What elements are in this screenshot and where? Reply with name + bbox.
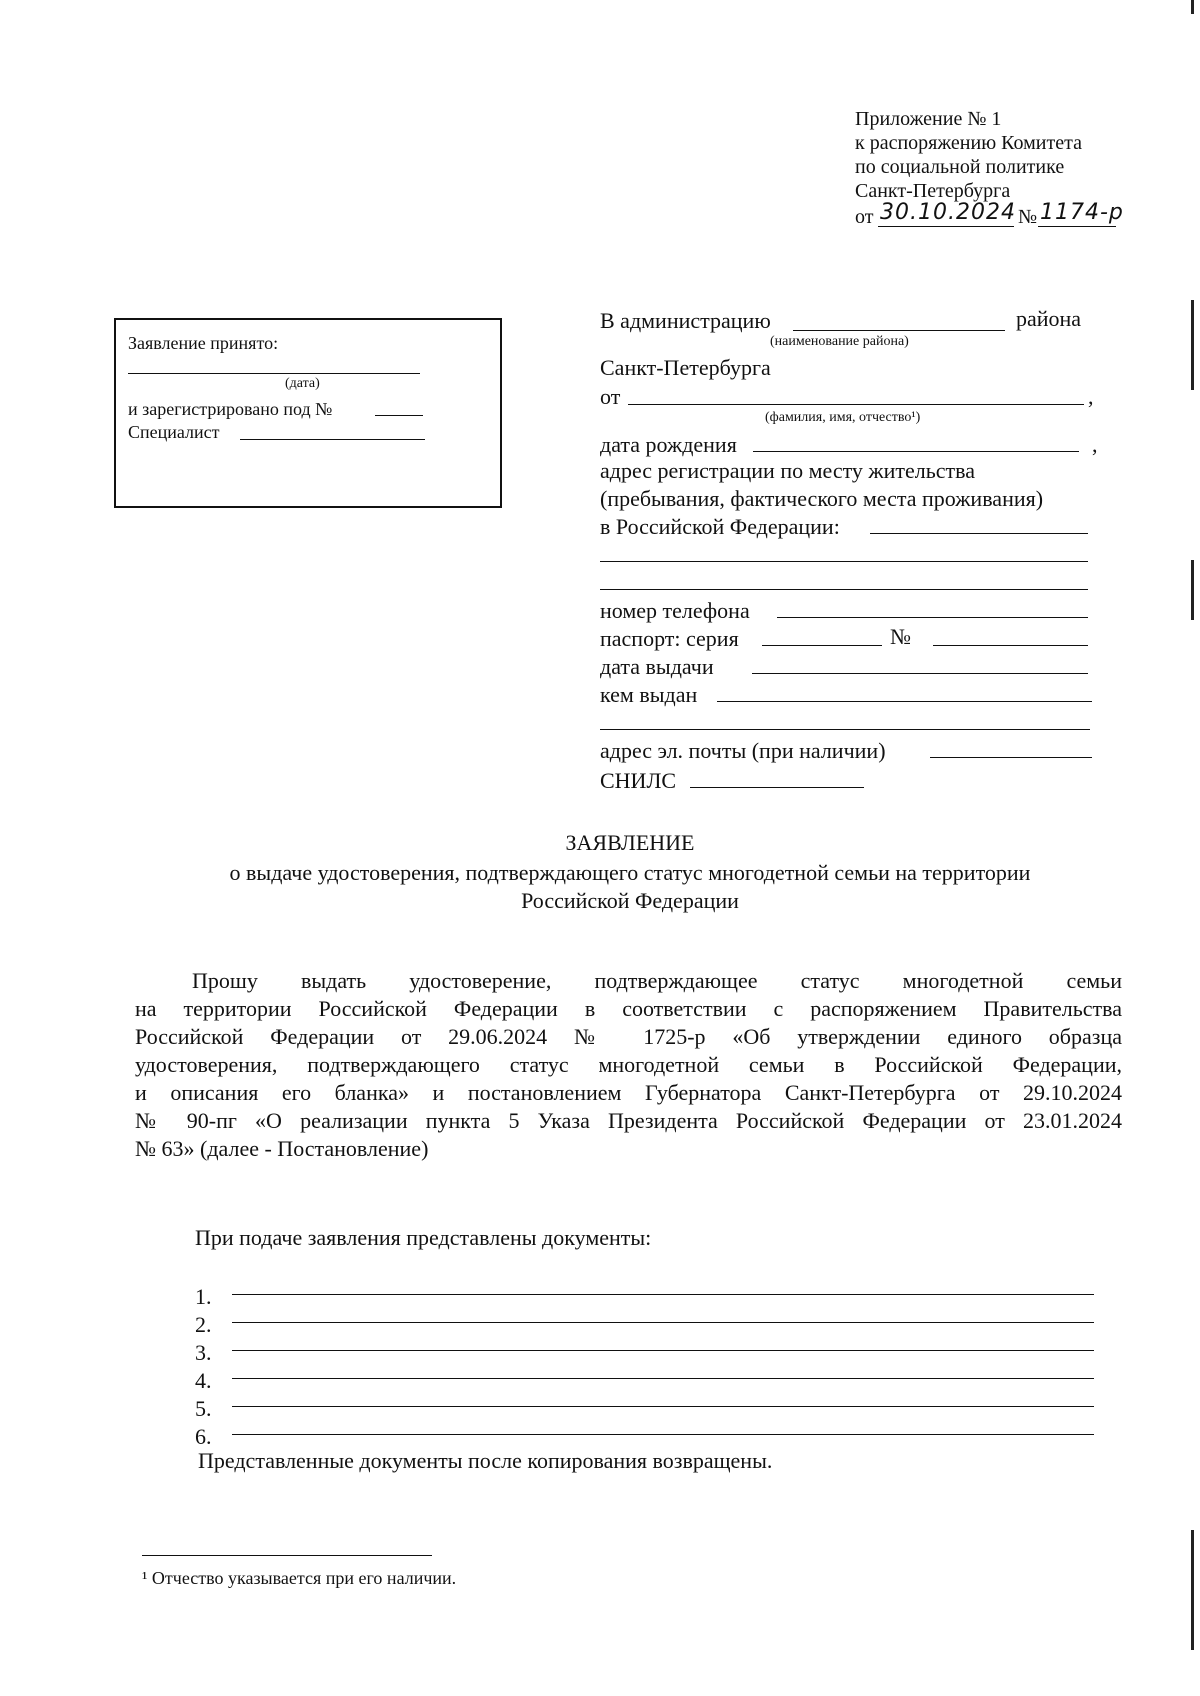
stamp-specialist: Специалист [128, 422, 220, 442]
header-issued-by-line2 [600, 729, 1090, 730]
header-birth-line [753, 451, 1079, 452]
stamp-registered: и зарегистрировано под № [128, 399, 333, 419]
header-address-line1 [870, 533, 1088, 534]
stamp-registered-line [375, 415, 423, 416]
documents-intro: При подаче заявления представлены документы: [195, 1225, 652, 1250]
scan-edge-mark [1191, 300, 1194, 390]
appendix-num-prefix: № [1018, 206, 1038, 228]
header-address1: адрес регистрации по месту жительства [600, 458, 976, 483]
header-address3: в Российской Федерации: [600, 514, 840, 539]
header-phone: номер телефона [600, 598, 750, 623]
appendix-date-line [878, 226, 1014, 227]
scan-edge-mark [1191, 560, 1194, 620]
header-from-end: , [1088, 384, 1094, 409]
header-issue-date: дата выдачи [600, 654, 714, 679]
header-from: от [600, 384, 621, 409]
title-sub1: о выдаче удостоверения, подтверждающего статус многодетной семьи на территории [229, 860, 1031, 885]
doc-item-number: 1. [195, 1284, 212, 1309]
appendix-line1: Приложение № 1 [855, 108, 1002, 130]
appendix-line2: к распоряжению Комитета [855, 132, 1082, 154]
stamp-accepted: Заявление принято: [128, 333, 279, 353]
body-line-5: и описания его бланка» и постановлением Губернатора Санкт-Петербурга от 29.10.2024 [135, 1080, 1122, 1105]
header-address2: (пребывания, фактического места проживания) [600, 486, 1044, 511]
footnote-text: ¹ Отчество указывается при его наличии. [142, 1568, 457, 1588]
body-line-1: Прошу выдать удостоверение, подтверждающее статус многодетной семьи [192, 968, 1122, 993]
appendix-number-line [1038, 226, 1116, 227]
header-passport-series-line [762, 645, 882, 646]
header-snils: СНИЛС [600, 768, 677, 793]
header-fio-caption: (фамилия, имя, отчество¹) [765, 410, 921, 425]
doc-item-number: 6. [195, 1424, 212, 1449]
header-district-line [793, 330, 1005, 331]
header-address-line3 [600, 589, 1088, 590]
doc-item-number: 4. [195, 1368, 212, 1393]
header-issued-by-line1 [717, 701, 1092, 702]
doc-item-line [232, 1406, 1094, 1407]
header-fio-line [628, 404, 1084, 405]
doc-item-number: 3. [195, 1340, 212, 1365]
header-passport-no-line [933, 645, 1088, 646]
doc-item-line [232, 1294, 1094, 1295]
documents-returned: Представленные документы после копирования возвращены. [198, 1448, 773, 1473]
doc-item-line [232, 1378, 1094, 1379]
footnote-separator [142, 1555, 432, 1556]
scan-edge-mark [1191, 1530, 1194, 1650]
header-birth: дата рождения [600, 432, 737, 457]
header-email-line [930, 757, 1092, 758]
scan-edge-mark [1191, 0, 1194, 14]
doc-item-line [232, 1322, 1094, 1323]
stamp-date-line [128, 373, 420, 374]
header-district: района [1016, 306, 1082, 331]
body-line-3: Российской Федерации от 29.06.2024 № 1725-р «Об утверждении единого образца [135, 1024, 1122, 1049]
stamp-specialist-line [240, 439, 425, 440]
header-city: Санкт-Петербурга [600, 355, 771, 380]
stamp-date-caption: (дата) [285, 376, 320, 391]
body-line-7: № 63» (далее - Постановление) [135, 1136, 429, 1161]
title-main: ЗАЯВЛЕНИЕ [565, 830, 695, 855]
header-passport: паспорт: серия [600, 626, 739, 651]
header-passport-no: № [890, 624, 911, 649]
header-email: адрес эл. почты (при наличии) [600, 738, 886, 763]
header-address-line2 [600, 561, 1088, 562]
doc-item-number: 5. [195, 1396, 212, 1421]
body-line-4: удостоверения, подтверждающего статус многодетной семьи в Российской Федерации, [135, 1052, 1122, 1077]
doc-item-line [232, 1434, 1094, 1435]
appendix-from-prefix: от [855, 206, 874, 228]
title-sub2: Российской Федерации [521, 888, 739, 913]
header-to-admin: В администрацию [600, 308, 771, 333]
appendix-line3: по социальной политике [855, 156, 1065, 178]
body-line-2: на территории Российской Федерации в соответствии с распоряжением Правительства [135, 996, 1122, 1021]
header-issued-by: кем выдан [600, 682, 698, 707]
appendix-number-handwritten: 1174-р [1040, 200, 1124, 225]
body-line-6: № 90-пг «О реализации пункта 5 Указа Президента Российской Федерации от 23.01.2024 [135, 1108, 1122, 1133]
doc-item-line [232, 1350, 1094, 1351]
appendix-date-handwritten: 30.10.2024 [880, 200, 1016, 225]
appendix-line4: Санкт-Петербурга [855, 180, 1011, 202]
header-district-caption: (наименование района) [770, 334, 909, 349]
header-birth-end: , [1092, 432, 1098, 457]
header-phone-line [777, 617, 1088, 618]
header-issue-date-line [752, 673, 1088, 674]
doc-item-number: 2. [195, 1312, 212, 1337]
header-snils-line [690, 787, 864, 788]
